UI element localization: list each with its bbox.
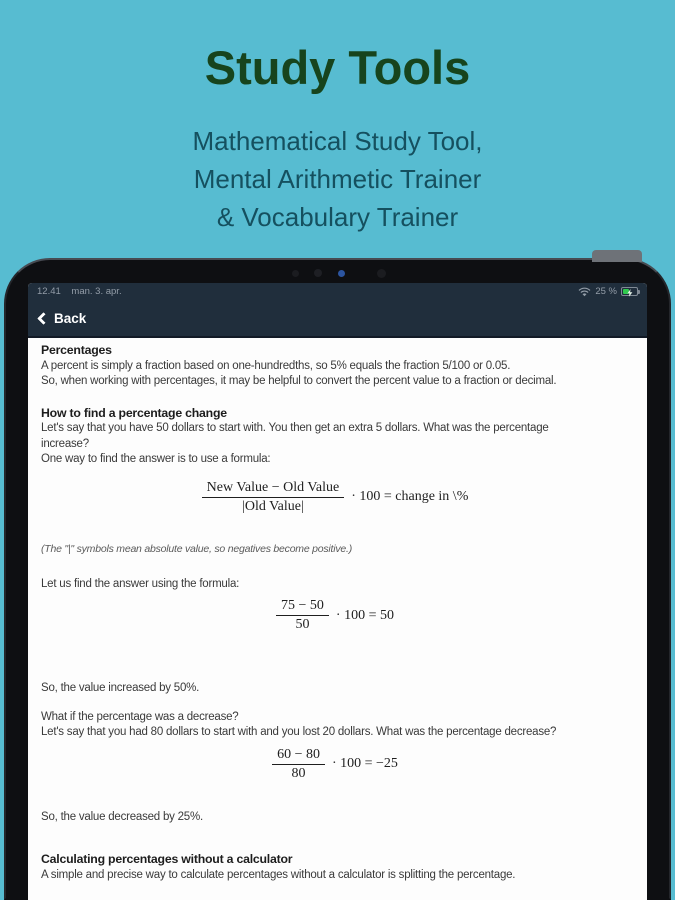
tablet-screen [28, 283, 647, 900]
chevron-left-icon [37, 312, 50, 325]
formula-decrease-example [41, 747, 629, 782]
battery-charging-icon [621, 287, 638, 296]
fraction-denominator: 80 [291, 765, 306, 781]
charging-bolt-icon [627, 289, 633, 297]
app-subtitle [0, 122, 675, 236]
app-title: Study Tools [204, 41, 471, 94]
sensor-dot-icon [314, 269, 322, 277]
paragraph-line: So, when working with percentages, it may be helpful to convert the percent value to a fraction or decimal. [41, 375, 557, 387]
status-bar [28, 283, 647, 300]
date: man. 3. apr. [71, 286, 122, 297]
sensor-dot-icon [292, 270, 299, 277]
formula-suffix: · 100 = change in \% [351, 489, 469, 505]
fraction [202, 480, 345, 515]
section-heading: Calculating percentages without a calculator [41, 852, 293, 866]
back-button[interactable] [37, 311, 86, 326]
fraction [276, 598, 329, 633]
back-label: Back [54, 310, 87, 326]
absolute-value-note: (The "|" symbols mean absolute value, so negatives become positive.) [41, 542, 352, 555]
promo-header [0, 0, 675, 236]
formula-percentage-change [41, 480, 629, 515]
tablet-mockup [4, 258, 671, 900]
paragraph-line: So, the value increased by 50%. [41, 682, 200, 694]
paragraph-line: A percent is simply a fraction based on one-hundredths, so 5% equals the fraction 5/100 or 0.05. [41, 359, 511, 372]
fraction-denominator: |Old Value| [242, 498, 304, 514]
fraction-numerator: 60 − 80 [272, 747, 325, 765]
subtitle-line: Mathematical Study Tool, [192, 126, 483, 156]
status-bar-right [578, 286, 638, 297]
section-heading: Percentages [41, 343, 112, 357]
battery-percent: 25 % [595, 286, 617, 297]
formula-suffix: · 100 = −25 [331, 756, 398, 772]
front-camera-icon [338, 270, 345, 277]
section-heading: How to find a percentage change [41, 405, 227, 420]
formula-suffix: · 100 = 50 [335, 607, 394, 623]
clock: 12.41 [37, 286, 61, 297]
formula-increase-example [41, 598, 629, 633]
paragraph-line: Let's say that you have 50 dollars to start with. You then get an extra 5 dollars. What was the percentage [41, 422, 549, 434]
fraction-numerator: New Value − Old Value [202, 480, 345, 498]
paragraph-line: What if the percentage was a decrease? [41, 710, 239, 723]
subtitle-line: & Vocabulary Trainer [216, 202, 459, 232]
fraction-denominator: 50 [295, 617, 310, 632]
nav-bar [28, 300, 647, 338]
paragraph-line: So, the value decreased by 25%. [41, 810, 203, 823]
wifi-icon [578, 287, 591, 297]
subtitle-line: Mental Arithmetic Trainer [193, 164, 482, 194]
paragraph-line: A simple and precise way to calculate percentages without a calculator is splitting the percentage. [41, 868, 516, 881]
paragraph-line: Let's say that you had 80 dollars to start with and you lost 20 dollars. What was the percentage decrease? [41, 726, 557, 738]
fraction-numerator: 75 − 50 [276, 598, 329, 616]
power-button [592, 250, 642, 262]
article-content [28, 338, 647, 900]
paragraph-line: increase? [41, 437, 89, 450]
sensor-dot-icon [377, 269, 386, 278]
paragraph-line: One way to find the answer is to use a formula: [41, 453, 271, 465]
paragraph-line: Let us find the answer using the formula: [41, 577, 240, 590]
status-bar-left [37, 286, 130, 297]
fraction [272, 747, 325, 782]
